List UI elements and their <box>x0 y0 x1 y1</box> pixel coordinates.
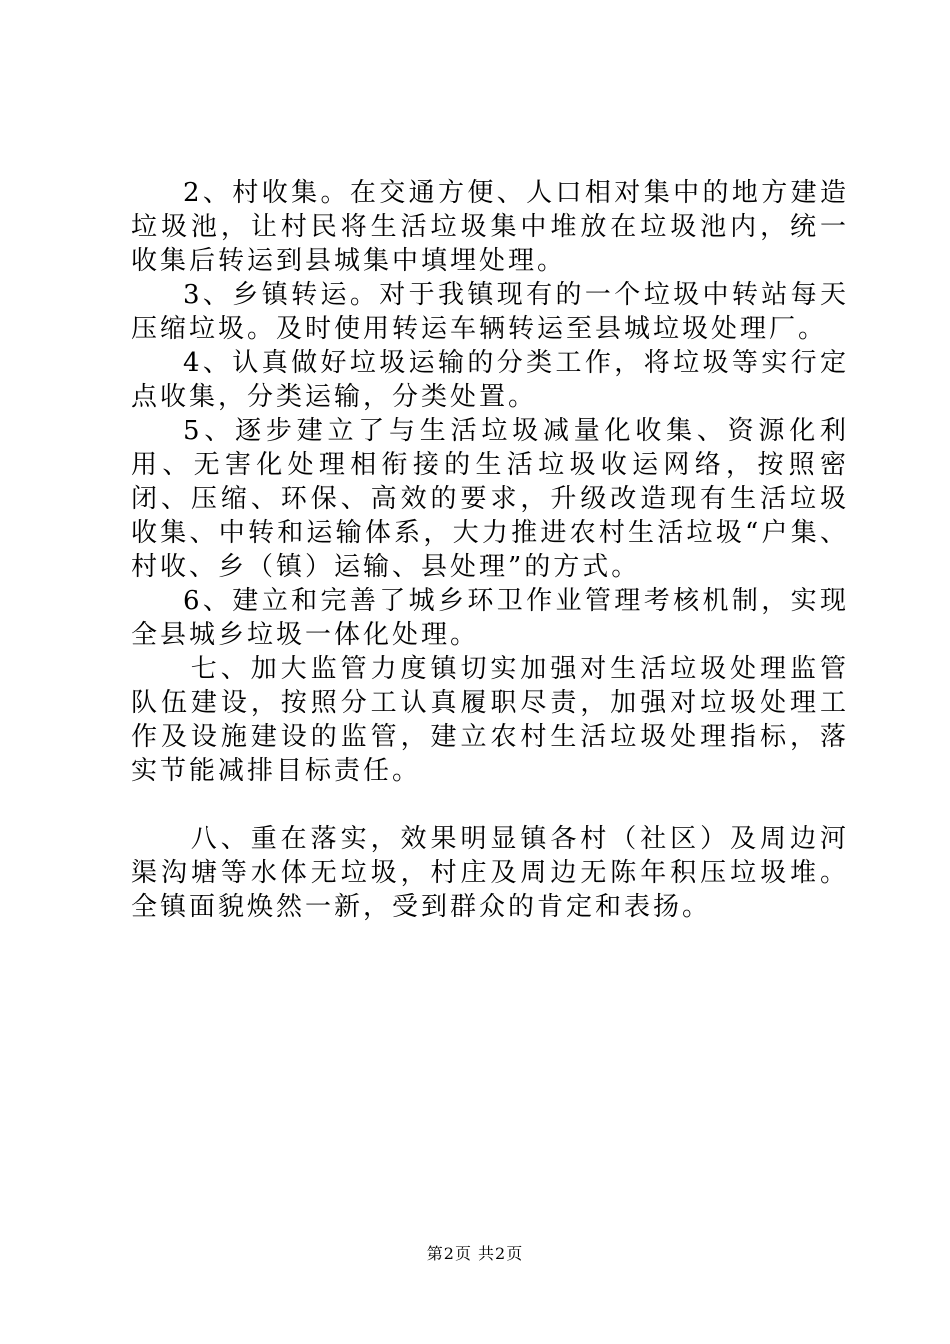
paragraph-assessment-mechanism: 6、建立和完善了城乡环卫作业管理考核机制，实现全县城乡垃圾一体化处理。 <box>131 586 849 650</box>
paragraph-village-collection: 2、村收集。在交通方便、人口相对集中的地方建造垃圾池，让村民将生活垃圾集中堆放在垃圾池内，统一收集后转运到县城集中填埋处理。 <box>131 178 849 276</box>
paragraph-township-transfer: 3、乡镇转运。对于我镇现有的一个垃圾中转站每天压缩垃圾。及时使用转运车辆转运至县城垃圾处理厂。 <box>131 280 849 344</box>
paragraph-supervision: 七、加大监管力度镇切实加强对生活垃圾处理监管队伍建设，按照分工认真履职尽责，加强对垃圾处理工作及设施建设的监管，建立农村生活垃圾处理指标，落实节能减排目标责任。 <box>131 654 849 786</box>
document-body <box>131 176 849 924</box>
page-number-footer: 第2页 共2页 <box>426 1244 524 1263</box>
paragraph-collection-network: 5、逐步建立了与生活垃圾减量化收集、资源化利用、无害化处理相衔接的生活垃圾收运网络，按照密闭、压缩、环保、高效的要求，升级改造现有生活垃圾收集、中转和运输体系，大力推进农村生活垃圾“户集、村收、乡（镇）运输、县处理”的方式。 <box>131 416 849 582</box>
paragraph-implementation-results: 八、重在落实，效果明显镇各村（社区）及周边河渠沟塘等水体无垃圾，村庄及周边无陈年积压垃圾堆。全镇面貌焕然一新，受到群众的肯定和表扬。 <box>131 824 849 922</box>
paragraph-sorted-transport: 4、认真做好垃圾运输的分类工作，将垃圾等实行定点收集，分类运输，分类处置。 <box>131 348 849 412</box>
